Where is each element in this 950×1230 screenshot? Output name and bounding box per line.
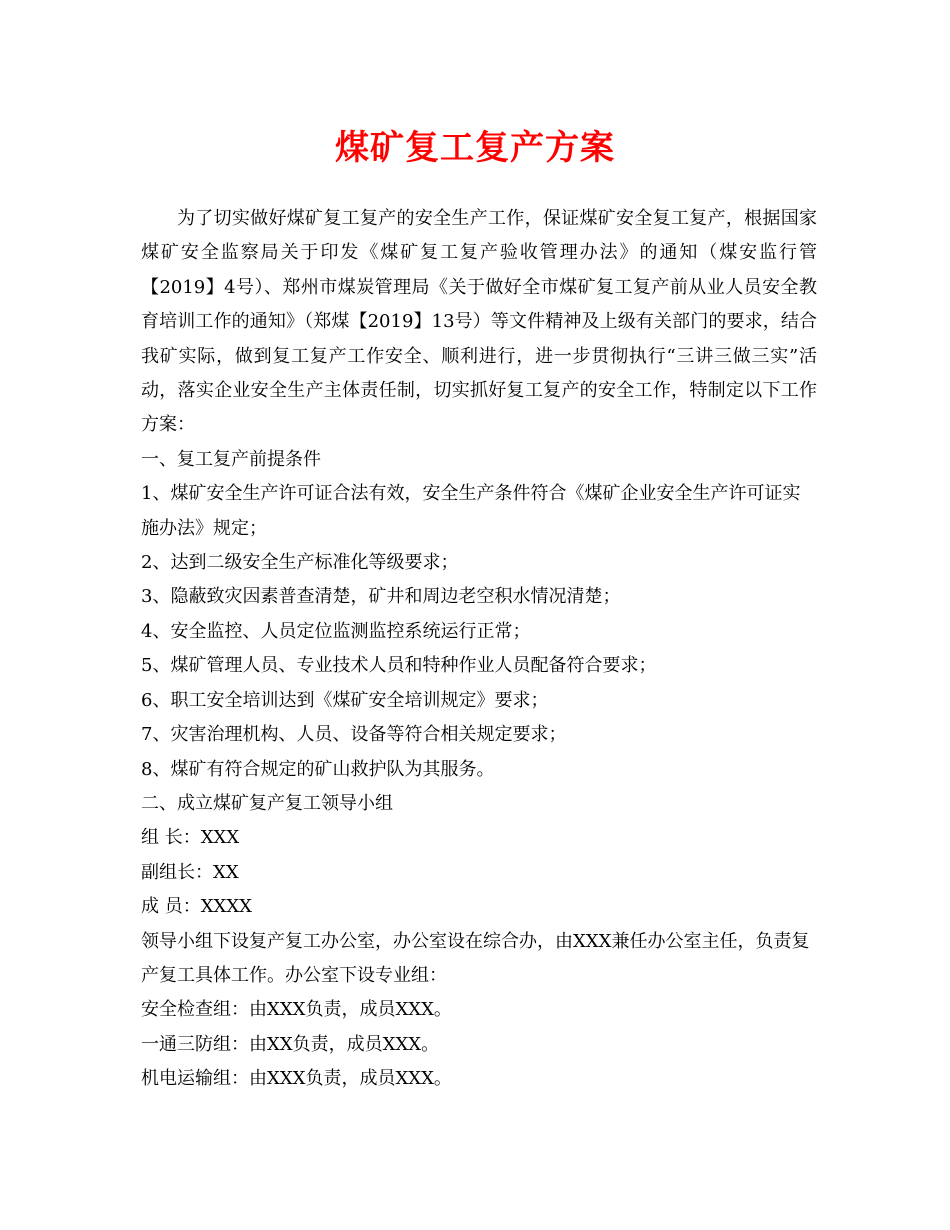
condition-item-3: 3、隐蔽致灾因素普查清楚，矿井和周边老空积水情况清楚；: [141, 586, 621, 608]
section-heading-leadership: 二、成立煤矿复产复工领导小组: [141, 792, 393, 814]
condition-item-5: 5、煤矿管理人员、专业技术人员和特种作业人员配备符合要求；: [141, 655, 657, 677]
condition-item-4: 4、安全监控、人员定位监测监控系统运行正常；: [141, 620, 531, 642]
document-body: [141, 202, 817, 1097]
condition-item-2: 2、达到二级安全生产标准化等级要求；: [141, 552, 459, 574]
group-safety-inspection: 安全检查组：由XXX负责，成员XXX。: [141, 999, 452, 1021]
intro-paragraph: 为了切实做好煤矿复工复产的安全生产工作，保证煤矿安全复工复产，根据国家煤矿安全监察局关于印发《煤矿复工复产验收管理办法》的通知（煤安监行管【2019】4号）、郑州市煤炭管理局《关于做好全市煤矿复工复产前从业人员安全教育培训工作的通知》（郑煤【2019】13号）等文件精神及上级有关部门的要求，结合我矿实际，做到复工复产工作安全、顺利进行，进一步贯彻执行“三讲三做三实”活动，落实企业安全生产主体责任制，切实抓好复工复产的安全工作，特制定以下工作方案：: [141, 208, 817, 436]
condition-item-6: 6、职工安全培训达到《煤矿安全培训规定》要求；: [141, 689, 549, 711]
group-electromechanical: 机电运输组：由XXX负责，成员XXX。: [141, 1068, 452, 1090]
group-leader: 组 长：XXX: [141, 827, 240, 849]
group-ventilation: 一通三防组：由XX负责，成员XXX。: [141, 1033, 440, 1055]
condition-item-1: 1、煤矿安全生产许可证合法有效，安全生产条件符合《煤矿企业安全生产许可证实施办法》规定；: [141, 483, 801, 539]
office-paragraph: 领导小组下设复产复工办公室，办公室设在综合办，由XXX兼任办公室主任，负责复产复工具体工作。办公室下设专业组：: [141, 930, 810, 986]
condition-item-8: 8、煤矿有符合规定的矿山救护队为其服务。: [141, 758, 495, 780]
condition-item-7: 7、灾害治理机构、人员、设备等符合相关规定要求；: [141, 724, 567, 746]
group-members: 成 员：XXXX: [141, 896, 252, 918]
deputy-group-leader: 副组长：XX: [141, 861, 239, 883]
document-title: 煤矿复工复产方案: [335, 128, 615, 168]
section-heading-conditions: 一、复工复产前提条件: [141, 448, 321, 470]
